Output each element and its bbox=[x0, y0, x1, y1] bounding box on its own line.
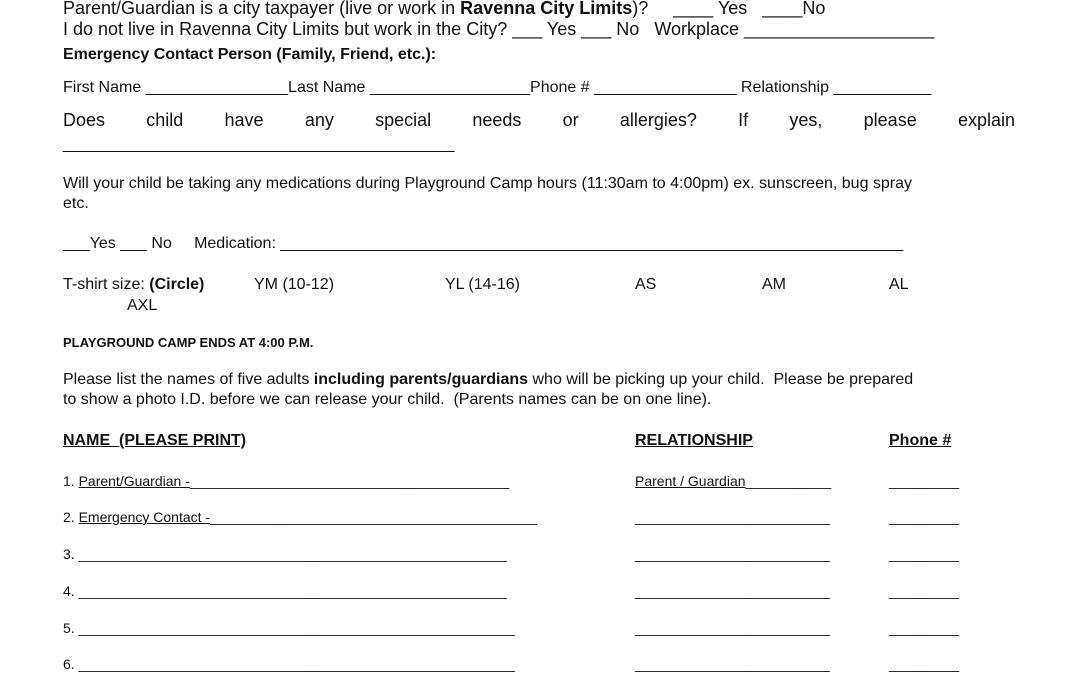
emergency-fields: First Name ________________Last Name __________________Phone # ________________ Relationship ___________ bbox=[63, 79, 932, 96]
name-line[interactable]: _________________________________________ bbox=[189, 473, 510, 489]
table-row-phone bbox=[889, 509, 959, 525]
phone-line[interactable]: _________ bbox=[889, 546, 960, 562]
special-needs-word: needs bbox=[472, 110, 522, 130]
special-needs-word: or bbox=[562, 110, 579, 130]
table-row-name bbox=[63, 620, 515, 636]
special-needs-question bbox=[63, 110, 1015, 130]
tshirt-size-al: AL bbox=[889, 276, 909, 293]
special-needs-word: have bbox=[224, 110, 264, 130]
medications-question-cont: etc. bbox=[63, 195, 89, 212]
row-number: 4. bbox=[63, 583, 79, 599]
special-needs-word: any bbox=[304, 110, 334, 130]
name-line[interactable]: _______________________________________________________ bbox=[78, 583, 507, 599]
table-row-phone bbox=[889, 546, 959, 562]
table-row-relationship bbox=[635, 546, 830, 562]
relationship-line[interactable]: _________________________ bbox=[635, 656, 830, 672]
special-needs-word: special bbox=[375, 110, 432, 130]
special-needs-line: ____________________________________________ bbox=[63, 136, 455, 153]
table-row-name bbox=[63, 583, 507, 599]
relationship-prefix: Parent / Guardian bbox=[635, 473, 746, 489]
pickup-intro: Please list the names of five adults including parents/guardians who will be picking up your child. Please be prepared bbox=[63, 371, 914, 388]
relationship-line[interactable]: _________________________ bbox=[635, 620, 830, 636]
tshirt-size-am: AM bbox=[762, 276, 786, 293]
table-row-name bbox=[63, 656, 515, 672]
name-line[interactable]: ________________________________________________________ bbox=[78, 620, 515, 636]
table-row-name bbox=[63, 546, 507, 562]
taxpayer-tail: )? ____ Yes ____No bbox=[632, 0, 826, 18]
phone-line[interactable]: _________ bbox=[889, 473, 960, 489]
special-needs-word: please bbox=[863, 110, 917, 130]
row-number: 2. bbox=[63, 509, 79, 525]
table-row-relationship bbox=[635, 656, 830, 672]
special-needs-word: allergies? bbox=[619, 110, 697, 130]
name-line[interactable]: ________________________________________________________ bbox=[78, 656, 515, 672]
work-in-city-question: I do not live in Ravenna City Limits but work in the City? ___ Yes ___ No Workplace ___________________ bbox=[63, 19, 935, 39]
name-line[interactable]: __________________________________________ bbox=[210, 509, 538, 525]
special-needs-word: child bbox=[146, 110, 184, 130]
taxpayer-bold: Ravenna City Limits bbox=[460, 0, 633, 18]
special-needs-word: yes, bbox=[789, 110, 823, 130]
table-row-phone bbox=[889, 620, 959, 636]
tshirt-size-ym: YM (10-12) bbox=[254, 276, 335, 293]
phone-line[interactable]: _________ bbox=[889, 583, 960, 599]
table-row-phone bbox=[889, 473, 959, 489]
row-number: 6. bbox=[63, 656, 79, 672]
tshirt-size-as: AS bbox=[635, 276, 657, 293]
table-row-relationship bbox=[635, 583, 830, 599]
relationship-line[interactable]: ___________ bbox=[745, 473, 832, 489]
header-relationship: RELATIONSHIP bbox=[635, 432, 753, 449]
row-number: 1. bbox=[63, 473, 79, 489]
relationship-line[interactable]: _________________________ bbox=[635, 546, 830, 562]
emergency-heading: Emergency Contact Person (Family, Friend, etc.): bbox=[63, 46, 437, 63]
taxpayer-question bbox=[63, 0, 825, 18]
row-prefix: Parent/Guardian - bbox=[78, 473, 190, 489]
taxpayer-text: Parent/Guardian is a city taxpayer (live or work in bbox=[63, 0, 461, 18]
row-number: 5. bbox=[63, 620, 79, 636]
phone-line[interactable]: _________ bbox=[889, 656, 960, 672]
relationship-line[interactable]: _________________________ bbox=[635, 509, 830, 525]
table-row-phone bbox=[889, 656, 959, 672]
medications-question: Will your child be taking any medications during Playground Camp hours (11:30am to 4:00pm) ex. sunscreen, bug spray bbox=[63, 175, 913, 192]
header-phone: Phone # bbox=[889, 432, 952, 449]
table-row-name bbox=[63, 509, 537, 525]
row-prefix: Emergency Contact - bbox=[78, 509, 211, 525]
special-needs-word: Does bbox=[63, 110, 106, 130]
tshirt-label: T-shirt size: (Circle) bbox=[63, 276, 205, 293]
tshirt-size-yl: YL (14-16) bbox=[445, 276, 520, 293]
table-row-name bbox=[63, 473, 509, 489]
medication-line: ___Yes ___ No Medication: ______________________________________________________________________ bbox=[63, 235, 904, 252]
relationship-line[interactable]: _________________________ bbox=[635, 583, 830, 599]
tshirt-size-axl: AXL bbox=[127, 297, 158, 314]
table-row-phone bbox=[889, 583, 959, 599]
table-row-relationship bbox=[635, 509, 830, 525]
header-name: NAME (PLEASE PRINT) bbox=[63, 432, 247, 449]
name-line[interactable]: _______________________________________________________ bbox=[78, 546, 507, 562]
special-needs-word: explain bbox=[957, 110, 1015, 130]
phone-line[interactable]: _________ bbox=[889, 509, 960, 525]
table-row-relationship bbox=[635, 620, 830, 636]
pickup-intro-line2: to show a photo I.D. before we can release your child. (Parents names can be on one line). bbox=[63, 391, 712, 408]
phone-line[interactable]: _________ bbox=[889, 620, 960, 636]
table-row-relationship bbox=[635, 473, 831, 489]
camp-ends-notice: PLAYGROUND CAMP ENDS AT 4:00 P.M. bbox=[63, 335, 314, 350]
special-needs-word: If bbox=[738, 110, 749, 130]
row-number: 3. bbox=[63, 546, 79, 562]
